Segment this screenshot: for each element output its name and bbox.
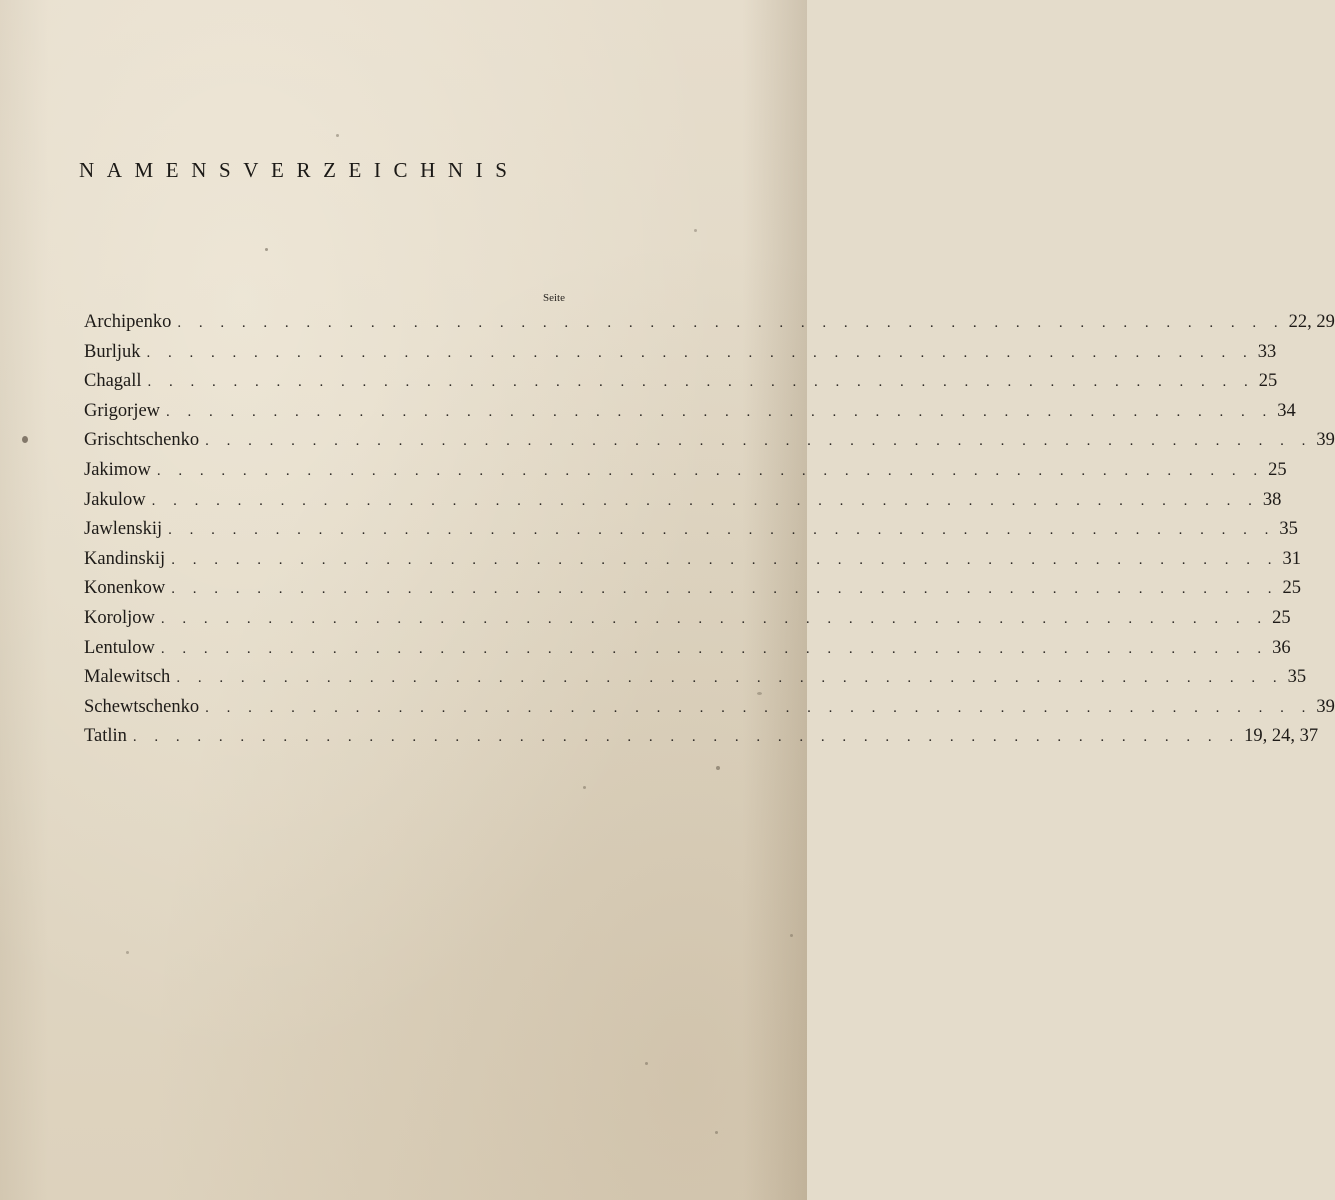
paper-speck bbox=[22, 436, 28, 443]
entry-name: Chagall bbox=[84, 371, 142, 392]
index-entry bbox=[84, 726, 1319, 756]
index-entry bbox=[84, 430, 1335, 460]
paper-speck bbox=[583, 786, 586, 789]
entry-pages: 25 bbox=[1282, 578, 1301, 599]
entry-pages: 25 bbox=[1258, 371, 1278, 392]
paper-speck bbox=[716, 766, 720, 770]
index-entry bbox=[84, 548, 1301, 579]
entry-pages: 31 bbox=[1282, 548, 1301, 569]
entry-pages: 22, 29 bbox=[1288, 312, 1335, 332]
dot-leader: . . . . . . . . . . . . . . . . . . . . . . . . . . . . . . . . . . . . . . . . . . . . . . . . . . . . bbox=[171, 551, 1279, 568]
index-entry bbox=[84, 578, 1301, 608]
entry-name: Archipenko bbox=[84, 312, 172, 332]
entry-pages: 38 bbox=[1262, 489, 1282, 510]
index-entry bbox=[84, 341, 1277, 372]
entry-name: Jakimow bbox=[84, 459, 151, 480]
entry-pages: 39 bbox=[1316, 696, 1335, 717]
entry-name: Jakulow bbox=[84, 489, 146, 510]
dot-leader: . . . . . . . . . . . . . . . . . . . . . . . . . . . . . . . . . . . . . . . . . . . . . . . . . . . . bbox=[156, 462, 1265, 479]
index-entry bbox=[84, 371, 1278, 401]
dot-leader: . . . . . . . . . . . . . . . . . . . . . . . . . . . . . . . . . . . . . . . . . . . . . . . . . . . . bbox=[151, 492, 1259, 509]
index-entry bbox=[84, 667, 1307, 697]
dot-leader: . . . . . . . . . . . . . . . . . . . . . . . . . . . . . . . . . . . . . . . . . . . . . . . . . . . . bbox=[177, 315, 1285, 331]
index-entry bbox=[84, 312, 1335, 342]
entry-pages: 39 bbox=[1316, 430, 1335, 451]
entry-name: Koroljow bbox=[84, 607, 155, 628]
entry-pages: 35 bbox=[1287, 667, 1307, 688]
index-entry bbox=[84, 459, 1287, 490]
entry-name: Konenkow bbox=[84, 578, 166, 599]
dot-leader: . . . . . . . . . . . . . . . . . . . . . . . . . . . . . . . . . . . . . . . . . . . . . . . . . . . . bbox=[147, 374, 1255, 391]
paper-speck bbox=[265, 248, 268, 251]
paper-speck bbox=[715, 1131, 718, 1134]
paper-speck bbox=[645, 1062, 648, 1065]
entry-pages: 25 bbox=[1272, 607, 1291, 628]
paper-speck bbox=[126, 951, 129, 954]
dot-leader: . . . . . . . . . . . . . . . . . . . . . . . . . . . . . . . . . . . . . . . . . . . . . . . . . . . . bbox=[171, 581, 1279, 598]
entry-pages: 35 bbox=[1279, 519, 1298, 540]
page-title: NAMENSVERZEICHNIS bbox=[79, 158, 520, 182]
entry-name: Burljuk bbox=[84, 341, 141, 362]
dot-leader: . . . . . . . . . . . . . . . . . . . . . . . . . . . . . . . . . . . . . . . . . . . . . . . . . . . . bbox=[166, 403, 1274, 420]
name-index-list bbox=[84, 312, 1335, 756]
entry-pages: 36 bbox=[1272, 637, 1291, 658]
index-entry bbox=[84, 400, 1296, 431]
entry-pages: 33 bbox=[1257, 341, 1277, 362]
dot-leader: . . . . . . . . . . . . . . . . . . . . . . . . . . . . . . . . . . . . . . . . . . . . . . . . . . . . bbox=[205, 699, 1313, 716]
index-entry bbox=[84, 489, 1282, 520]
paper-speck bbox=[336, 134, 339, 137]
entry-name: Jawlenskij bbox=[84, 519, 163, 540]
paper-speck bbox=[790, 934, 793, 937]
paper-speck bbox=[757, 692, 762, 695]
index-entry bbox=[84, 637, 1291, 668]
paper-speck bbox=[694, 229, 697, 232]
index-entry bbox=[84, 696, 1335, 727]
dot-leader: . . . . . . . . . . . . . . . . . . . . . . . . . . . . . . . . . . . . . . . . . . . . . . . . . . . . bbox=[176, 670, 1284, 687]
entry-pages: 25 bbox=[1268, 459, 1287, 480]
dot-leader: . . . . . . . . . . . . . . . . . . . . . . . . . . . . . . . . . . . . . . . . . . . . . . . . . . . . bbox=[132, 729, 1241, 746]
entry-name: Grigorjew bbox=[84, 400, 161, 421]
entry-pages: 19, 24, 37 bbox=[1244, 726, 1319, 747]
index-entry bbox=[84, 519, 1298, 549]
entry-pages: 34 bbox=[1277, 400, 1296, 421]
dot-leader: . . . . . . . . . . . . . . . . . . . . . . . . . . . . . . . . . . . . . . . . . . . . . . . . . . . . bbox=[160, 640, 1269, 657]
entry-name: Tatlin bbox=[84, 726, 127, 747]
dot-leader: . . . . . . . . . . . . . . . . . . . . . . . . . . . . . . . . . . . . . . . . . . . . . . . . . . . . bbox=[160, 610, 1269, 627]
entry-name: Lentulow bbox=[84, 637, 155, 658]
entry-name: Grischtschenko bbox=[84, 430, 200, 451]
dot-leader: . . . . . . . . . . . . . . . . . . . . . . . . . . . . . . . . . . . . . . . . . . . . . . . . . . . . bbox=[168, 522, 1276, 539]
page-column-header: Seite bbox=[543, 292, 565, 304]
entry-name: Kandinskij bbox=[84, 548, 166, 569]
dot-leader: . . . . . . . . . . . . . . . . . . . . . . . . . . . . . . . . . . . . . . . . . . . . . . . . . . . . bbox=[146, 344, 1254, 361]
dot-leader: . . . . . . . . . . . . . . . . . . . . . . . . . . . . . . . . . . . . . . . . . . . . . . . . . . . . bbox=[205, 433, 1313, 450]
entry-name: Schewtschenko bbox=[84, 696, 200, 717]
entry-name: Malewitsch bbox=[84, 667, 171, 688]
index-entry bbox=[84, 607, 1291, 638]
